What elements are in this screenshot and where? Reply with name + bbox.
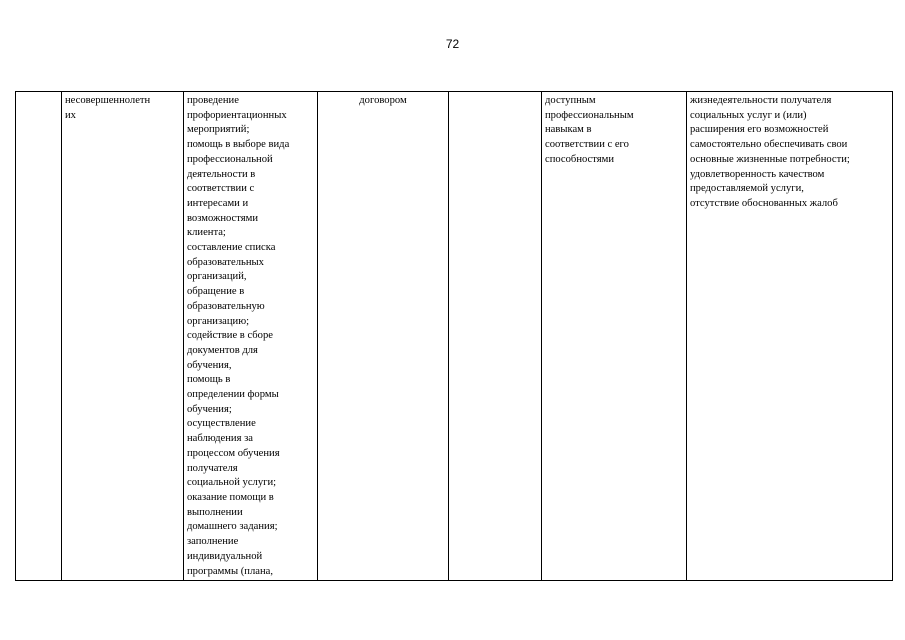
table-cell-quality-indicators <box>687 92 893 581</box>
cell-text-line: соответствии с его <box>545 139 629 151</box>
cell-text-line: индивидуальной <box>187 550 263 562</box>
cell-text-line: отсутствие обоснованных жалоб <box>690 197 838 209</box>
cell-text-line: обращение в <box>187 286 245 298</box>
services-table <box>15 91 893 581</box>
table-cell-terms <box>318 92 449 581</box>
cell-text-line: обучения, <box>187 359 232 371</box>
cell-text-line: наблюдения за <box>187 433 253 445</box>
cell-text-line: основные жизненные потребности; <box>690 153 850 165</box>
cell-text-line: социальных услуг и (или) <box>690 109 807 121</box>
cell-text-line: документов для <box>187 344 258 356</box>
cell-text-line: предоставляемой услуги, <box>690 183 804 195</box>
cell-text-line: жизнедеятельности получателя <box>690 95 832 106</box>
cell-text-line: интересами и <box>187 197 249 209</box>
cell-text-line: оказание помощи в <box>187 491 274 503</box>
cell-text-line: профессиональным <box>545 109 634 121</box>
cell-text-line: несовершеннолетн <box>65 95 151 106</box>
cell-text-line: содействие в сборе <box>187 330 273 342</box>
cell-text-line: профориентационных <box>187 109 287 121</box>
cell-text-line: помощь в <box>187 374 231 386</box>
cell-text-line: осуществление <box>187 418 256 430</box>
cell-text-line: деятельности в <box>187 168 256 180</box>
cell-text-line: определении формы <box>187 389 279 401</box>
cell-text-line: образовательную <box>187 300 265 312</box>
table-cell-index <box>16 92 62 581</box>
cell-text-line: навыкам в <box>545 124 592 136</box>
cell-text-line: выполнении <box>187 506 243 518</box>
page-number: 72 <box>445 37 460 51</box>
cell-text-line: заполнение <box>187 536 239 548</box>
cell-text-line: организаций, <box>187 271 247 283</box>
cell-text-line: помощь в выборе вида <box>187 139 290 151</box>
table-cell-result <box>542 92 687 581</box>
cell-text-line: доступным <box>545 95 596 106</box>
cell-text-line: программы (плана, <box>187 565 273 577</box>
cell-text-line: удовлетворенность качеством <box>690 168 825 180</box>
cell-text-line: проведение <box>187 95 239 106</box>
cell-text-line: их <box>65 109 76 121</box>
cell-text-line: процессом обучения <box>187 447 280 459</box>
cell-text-line: возможностями <box>187 212 258 224</box>
cell-text-line: обучения; <box>187 403 232 415</box>
cell-text-line: социальной услуги; <box>187 477 277 489</box>
table-row <box>16 92 893 581</box>
table-cell-empty <box>449 92 542 581</box>
table-cell-recipient-category <box>62 92 184 581</box>
cell-text-line: договором <box>359 95 407 106</box>
cell-text-line: профессиональной <box>187 153 273 165</box>
cell-text-line: организацию; <box>187 315 250 327</box>
cell-text-line: расширения его возможностей <box>690 124 829 136</box>
cell-text-line: домашнего задания; <box>187 521 278 533</box>
cell-text-line: самостоятельно обеспечивать свои <box>690 139 848 151</box>
cell-text-line: клиента; <box>187 227 226 239</box>
cell-text-line: способностями <box>545 153 614 165</box>
cell-text-line: мероприятий; <box>187 124 250 136</box>
cell-text-line: образовательных <box>187 256 264 268</box>
cell-text-line: соответствии с <box>187 183 255 195</box>
cell-text-line: получателя <box>187 462 238 474</box>
table-cell-service-content <box>184 92 318 581</box>
cell-text-line: составление списка <box>187 242 276 254</box>
